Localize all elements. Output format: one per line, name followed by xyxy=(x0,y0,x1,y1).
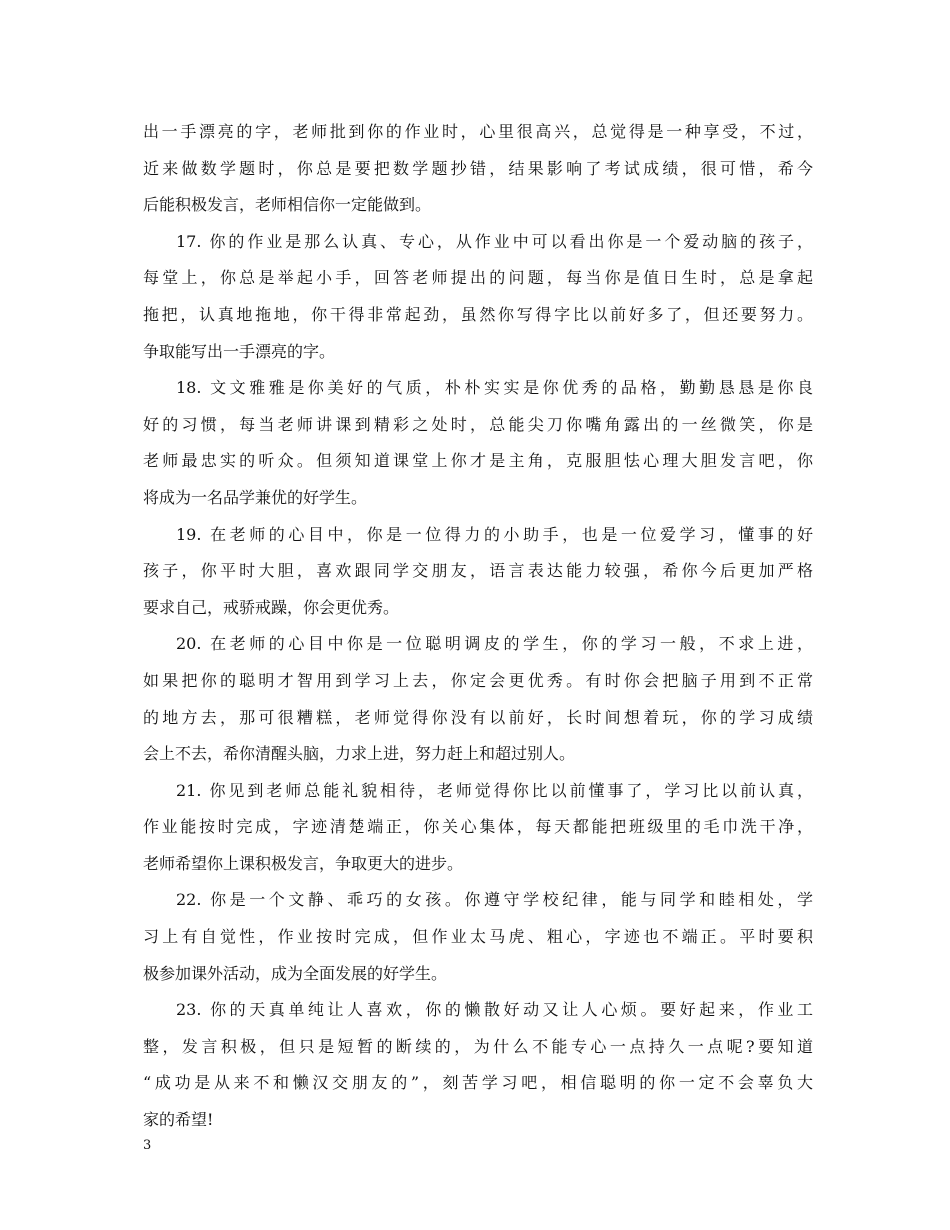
text-line: 会上不去，希你清醒头脑，力求上进，努力赶上和超过别人。 xyxy=(143,744,576,764)
text-line: 近来做数学题时，你总是要把数学题抄错，结果影响了考试成绩，很可惜，希今 xyxy=(143,158,813,178)
text-line: 孩子，你平时大胆，喜欢跟同学交朋友，语言表达能力较强，希你今后更加严格 xyxy=(143,561,813,581)
text-line: 如果把你的聪明才智用到学习上去，你定会更优秀。有时你会把脑子用到不正常 xyxy=(143,670,813,690)
text-line: 家的希望! xyxy=(143,1110,214,1130)
text-line: 好的习惯，每当老师讲课到精彩之处时，总能尖刀你嘴角露出的一丝微笑，你是 xyxy=(143,414,813,434)
text-line: 每堂上，你总是举起小手，回答老师提出的问题，每当你是值日生时，总是拿起 xyxy=(143,268,813,288)
text-line: 拖把，认真地拖地，你干得非常起劲，虽然你写得字比以前好多了，但还要努力。 xyxy=(143,304,813,324)
text-line: 老师最忠实的听众。但须知道课堂上你才是主角，克服胆怯心理大胆发言吧，你 xyxy=(143,451,813,471)
text-line: 出一手漂亮的字，老师批到你的作业时，心里很高兴，总觉得是一种享受，不过， xyxy=(143,122,813,141)
text-line: 19. 在老师的心目中，你是一位得力的小助手，也是一位爱学习，懂事的好 xyxy=(176,524,813,544)
text-line: 的地方去，那可很糟糕，老师觉得你没有以前好，长时间想着玩，你的学习成绩 xyxy=(143,707,813,727)
text-line: 作业能按时完成，字迹清楚端正，你关心集体，每天都能把班级里的毛巾洗干净， xyxy=(143,817,813,837)
text-line: “成功是从来不和懒汉交朋友的”，刻苦学习吧，相信聪明的你一定不会辜负大 xyxy=(143,1073,813,1093)
text-line: 习上有自觉性，作业按时完成，但作业太马虎、粗心，字迹也不端正。平时要积 xyxy=(143,927,813,947)
text-line: 整，发言积极，但只是短暂的断续的，为什么不能专心一点持久一点呢?要知道 xyxy=(143,1036,813,1056)
text-line: 23. 你的天真单纯让人喜欢，你的懒散好动又让人心烦。要好起来，作业工 xyxy=(176,1000,813,1020)
text-line: 17. 你的作业是那么认真、专心，从作业中可以看出你是一个爱动脑的孩子， xyxy=(176,231,813,251)
text-line: 要求自己，戒骄戒躁，你会更优秀。 xyxy=(143,597,400,617)
text-line: 将成为一名品学兼优的好学生。 xyxy=(143,487,368,507)
text-line: 老师希望你上课积极发言，争取更大的进步。 xyxy=(143,853,464,873)
body-text xyxy=(143,114,813,1139)
text-line: 20. 在老师的心目中你是一位聪明调皮的学生，你的学习一般，不求上进， xyxy=(176,634,813,654)
text-line: 争取能写出一手漂亮的字。 xyxy=(143,341,336,361)
text-line: 21. 你见到老师总能礼貌相待，老师觉得你比以前懂事了，学习比以前认真， xyxy=(176,780,813,800)
text-line: 极参加课外活动，成为全面发展的好学生。 xyxy=(143,963,448,983)
text-line: 18. 文文雅雅是你美好的气质，朴朴实实是你优秀的品格，勤勤恳恳是你良 xyxy=(176,378,813,398)
text-line: 后能积极发言，老师相信你一定能做到。 xyxy=(143,195,432,215)
page-number: 3 xyxy=(143,1138,152,1153)
text-line: 22. 你是一个文静、乖巧的女孩。你遵守学校纪律，能与同学和睦相处，学 xyxy=(176,890,813,910)
